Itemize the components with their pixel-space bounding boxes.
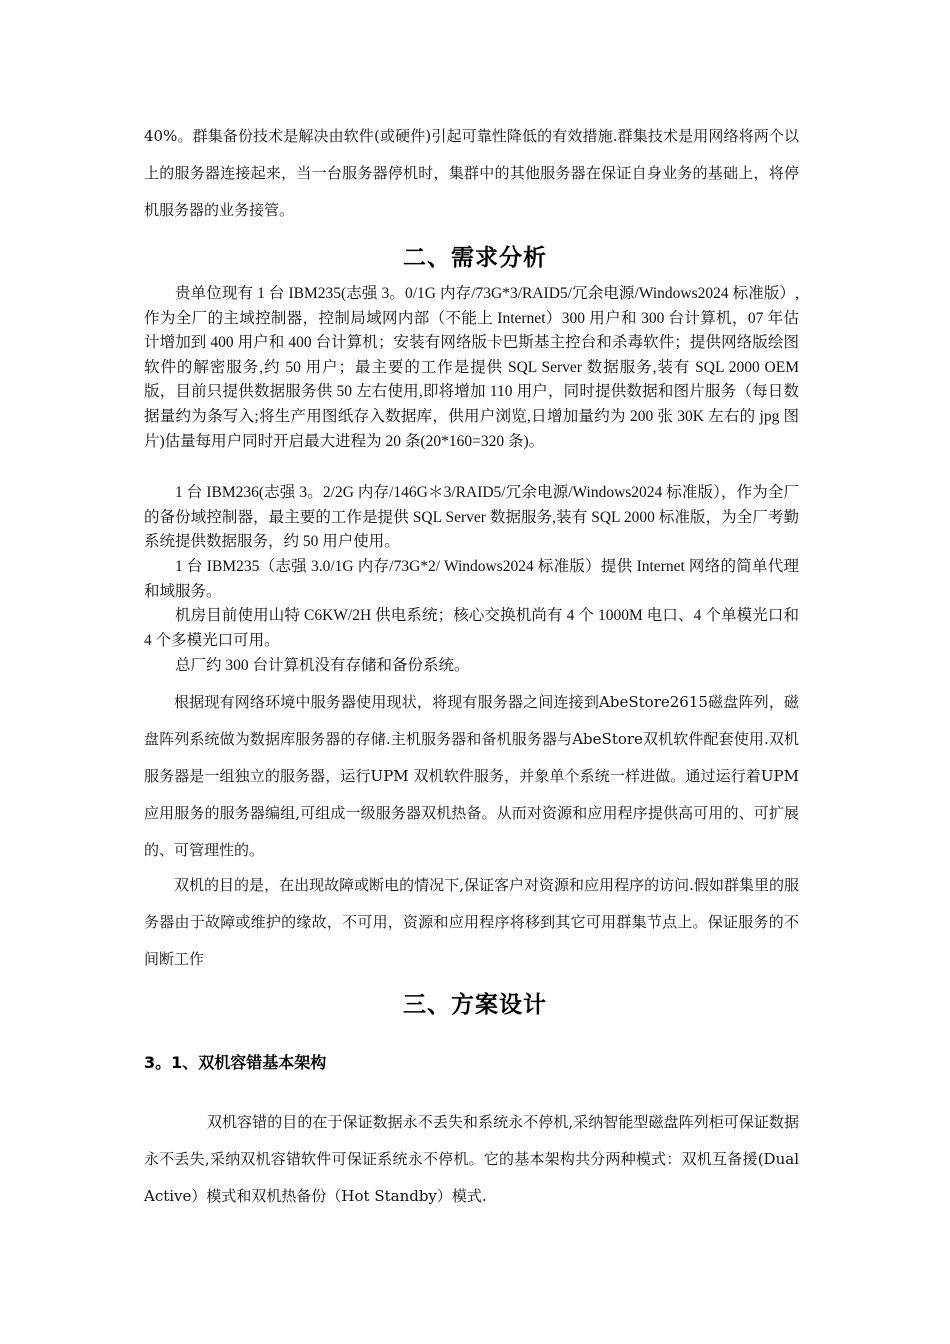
- section-heading-design: 三、方案设计: [403, 992, 547, 1018]
- requirements-paragraph-3: 1 台 IBM235（志强 3.0/1G 内存/73G*2/ Windows2024 标准版）提供 Internet 网络的简单代理和域服务。: [144, 558, 799, 600]
- requirements-paragraph-2: 1 台 IBM236(志强 3。2/2G 内存/146G＊3/RAID5/冗余电源/Windows2024 标准版），作为全厂的备份域控制器，最主要的工作是提供 SQL Server 数据服务,装有 SQL 2000 标准版，为全厂考勤系统提供数据服务，约 50 用户使用。: [144, 484, 799, 551]
- section-heading-requirements: 二、需求分析: [403, 245, 547, 271]
- requirements-paragraph-6: 根据现有网络环境中服务器使用现状，将现有服务器之间连接到AbeStore2615磁盘阵列，磁盘阵列系统做为数据库服务器的存储.主机服务器和备机服务器与AbeStore双机软件配套使用.双机服务器是一组独立的服务器，运行UPM 双机软件服务，并象单个系统一样进做。通过运行着UPM应用服务的服务器编组,可组成一级服务器双机热备。从而对资源和应用程序提供高可用的、可扩展的、可管理性的。: [144, 693, 799, 859]
- requirements-paragraph-7: 双机的目的是，在出现故障或断电的情况下,保证客户对资源和应用程序的访问.假如群集里的服务器由于故障或维护的缘故，不可用，资源和应用程序将移到其它可用群集节点上。保证服务的不间断工作: [144, 876, 799, 968]
- requirements-paragraph-5: 总厂约 300 台计算机没有存储和备份系统。: [175, 657, 470, 674]
- requirements-paragraph-1: 贵单位现有 1 台 IBM235(志强 3。0/1G 内存/73G*3/RAID5/冗余电源/Windows2024 标准版）,作为全厂的主域控制器，控制局域网内部（不能上 Internet）300 用户和 300 台计算机，07 年估计增加到 400 用户和 400 台计算机；安装有网络版卡巴斯基主控台和杀毒软件；提供网络版绘图软件的解密服务,约 50 用户；最主要的工作是提供 SQL Server 数据服务,装有 SQL 2000 OEM 版，目前只提供数据服务供 50 左右使用,即将增加 110 用户，同时提供数据和图片服务（每日数据量约为条写入;将生产用图纸存入数据库，供用户浏览,日增加量约为 200 张 30K 左右的 jpg 图片)估量每用户同时开启最大进程为 20 条(20*160=320 条)。: [144, 285, 799, 450]
- intro-paragraph: 40%。群集备份技术是解决由软件(或硬件)引起可靠性降低的有效措施.群集技术是用网络将两个以上的服务器连接起来，当一台服务器停机时，集群中的其他服务器在保证自身业务的基础上，将停机服务器的业务接管。: [144, 127, 799, 219]
- subsection-heading-architecture: 3。1、双机容错基本架构: [144, 1053, 327, 1072]
- requirements-paragraph-4: 机房目前使用山特 C6KW/2H 供电系统；核心交换机尚有 4 个 1000M 电口、4 个单模光口和 4 个多模光口可用。: [144, 607, 799, 649]
- architecture-paragraph: 双机容错的目的在于保证数据永不丢失和系统永不停机,采纳智能型磁盘阵列柜可保证数据永不丢失,采纳双机容错软件可保证系统永不停机。它的基本架构共分两种模式：双机互备援(Dual Active）模式和双机热备份（Hot Standby）模式.: [144, 1113, 799, 1205]
